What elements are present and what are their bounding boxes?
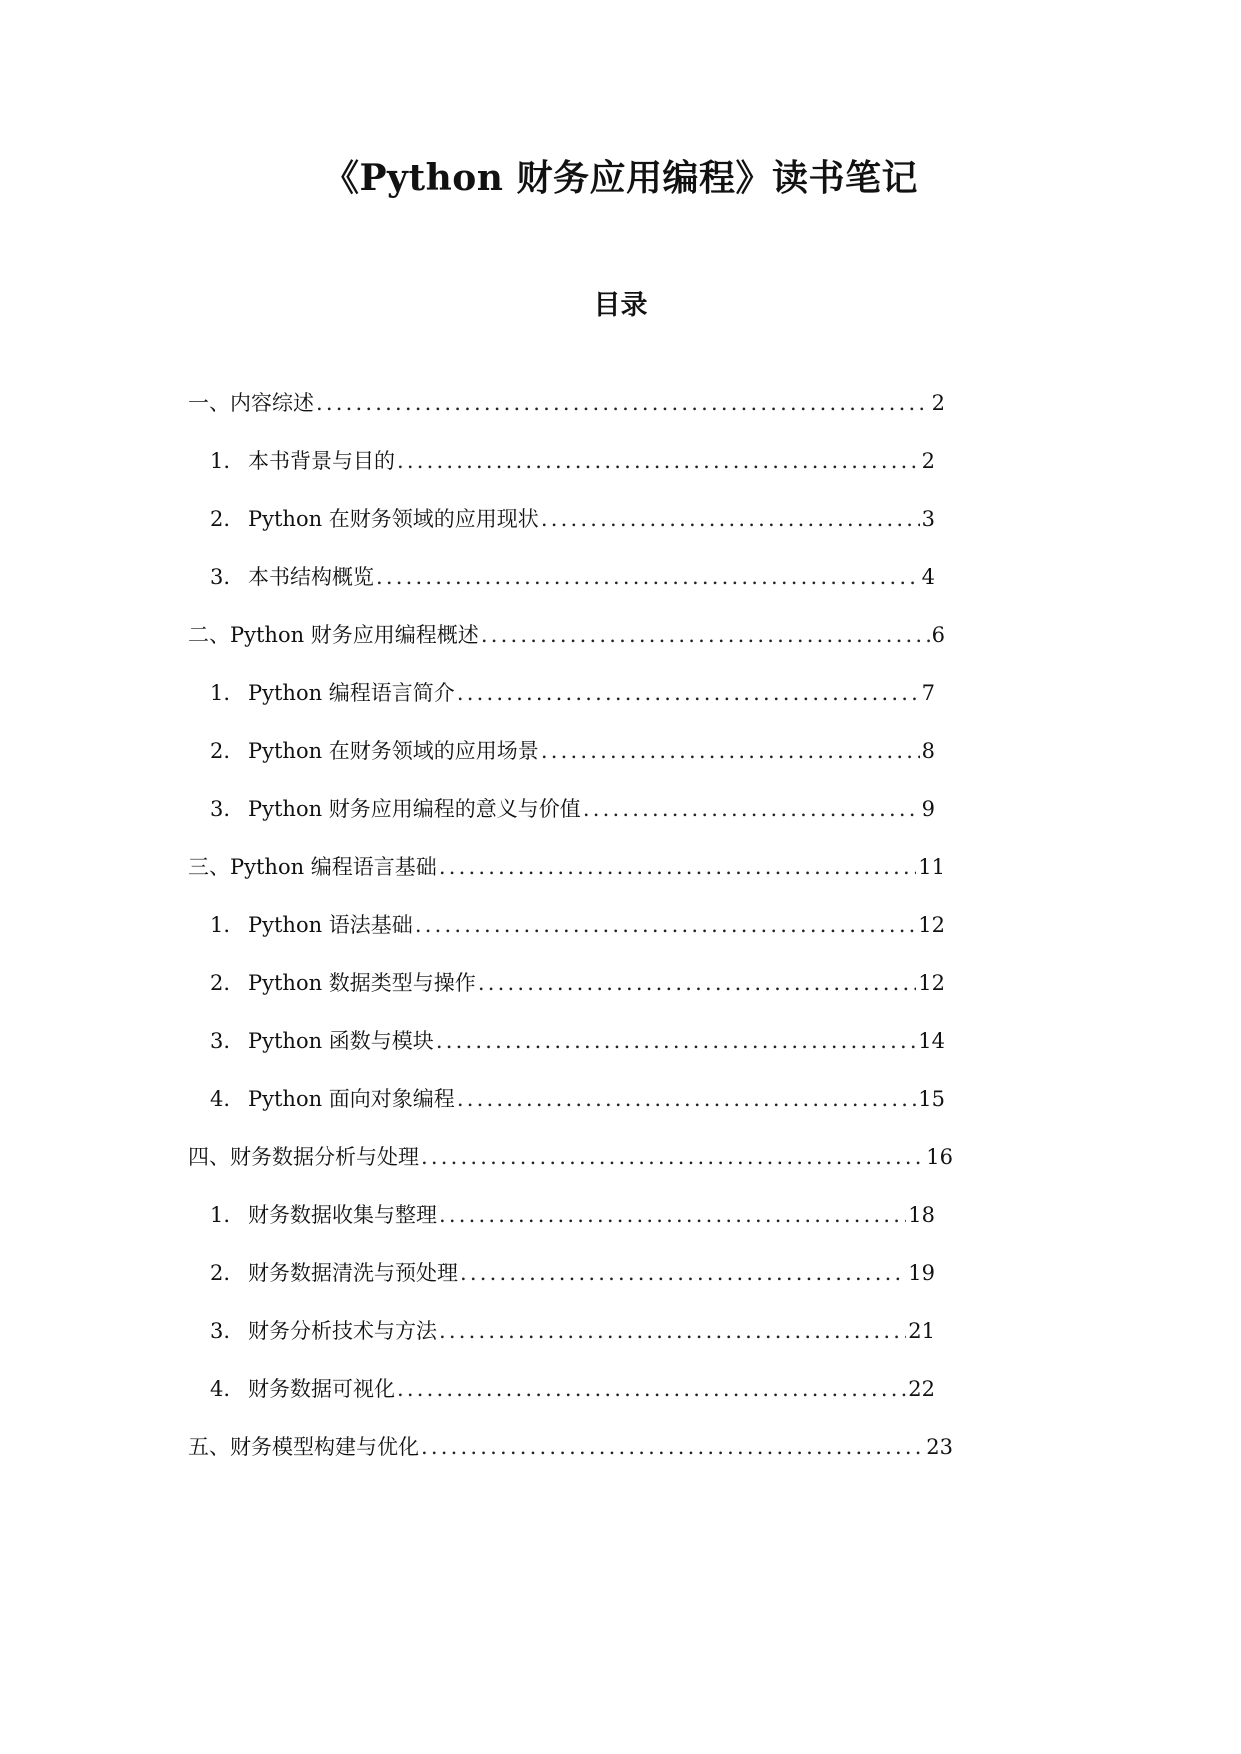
- toc-entry-label: 财务分析技术与方法: [248, 1319, 437, 1343]
- toc-entry-label: 五、财务模型构建与优化: [188, 1435, 419, 1459]
- toc-entry-number: 3.: [210, 1319, 231, 1343]
- toc-page-number: 11: [918, 855, 945, 879]
- toc-entry-label: 四、财务数据分析与处理: [188, 1145, 419, 1169]
- toc-dot-leader: [421, 1430, 924, 1464]
- toc-entry-label: Python 语法基础: [248, 913, 413, 937]
- toc-entry-subsection[interactable]: [210, 1198, 935, 1232]
- toc-entry-section-4[interactable]: [188, 1140, 953, 1174]
- toc-entry-label: 财务数据清洗与预处理: [248, 1261, 458, 1285]
- toc-entry-label: 二、Python 财务应用编程概述: [188, 623, 479, 647]
- toc-page-number: 23: [926, 1435, 953, 1459]
- toc-dot-leader: [397, 444, 920, 478]
- toc-entry-label: Python 数据类型与操作: [248, 971, 476, 995]
- toc-entry-label: Python 在财务领域的应用场景: [248, 739, 539, 763]
- toc-entry-subsection[interactable]: [210, 908, 945, 942]
- toc-entry-number: 2.: [210, 971, 231, 995]
- toc-entry-number: 2.: [210, 507, 231, 531]
- toc-dot-leader: [481, 618, 930, 652]
- document-title: 《Python 财务应用编程》读书笔记: [322, 157, 918, 199]
- toc-page-number: 2: [931, 391, 945, 415]
- toc-page-number: 4: [921, 565, 935, 589]
- toc-page-number: 9: [921, 797, 935, 821]
- toc-page-number: 12: [918, 913, 945, 937]
- toc-entry-subsection[interactable]: [210, 1024, 945, 1058]
- toc-dot-leader: [457, 1082, 916, 1116]
- toc-entry-section-3[interactable]: [188, 850, 945, 884]
- toc-page-number: 19: [908, 1261, 935, 1285]
- toc-entry-section-2[interactable]: [188, 618, 945, 652]
- toc-entry-subsection[interactable]: [210, 966, 945, 1000]
- toc-entry-number: 1.: [210, 681, 231, 705]
- toc-dot-leader: [541, 734, 920, 768]
- toc-entry-number: 2.: [210, 739, 231, 763]
- toc-entry-number: 3.: [210, 797, 231, 821]
- toc-dot-leader: [397, 1372, 906, 1406]
- toc-entry-subsection[interactable]: [210, 1082, 945, 1116]
- toc-entry-label: 一、内容综述: [188, 391, 314, 415]
- toc-page-number: 18: [908, 1203, 935, 1227]
- toc-page-number: 15: [918, 1087, 945, 1111]
- toc-dot-leader: [439, 1314, 906, 1348]
- toc-dot-leader: [583, 792, 920, 826]
- toc-page-number: 14: [918, 1029, 945, 1053]
- toc-page-number: 2: [921, 449, 935, 473]
- toc-entry-section-1[interactable]: [188, 386, 945, 420]
- toc-entry-number: 3.: [210, 1029, 231, 1053]
- toc-entry-number: 4.: [210, 1377, 231, 1401]
- toc-entry-label: 本书背景与目的: [248, 449, 395, 473]
- toc-entry-number: 2.: [210, 1261, 231, 1285]
- toc-dot-leader: [421, 1140, 924, 1174]
- toc-dot-leader: [460, 1256, 906, 1290]
- toc-entry-label: 三、Python 编程语言基础: [188, 855, 437, 879]
- toc-entry-subsection[interactable]: [210, 560, 935, 594]
- toc-entry-subsection[interactable]: [210, 734, 935, 768]
- toc-entry-section-5[interactable]: [188, 1430, 953, 1464]
- toc-dot-leader: [436, 1024, 916, 1058]
- toc-page-number: 3: [921, 507, 935, 531]
- toc-entry-label: 本书结构概览: [248, 565, 374, 589]
- toc-page-number: 8: [921, 739, 935, 763]
- toc-page-number: 22: [908, 1377, 935, 1401]
- toc-entry-subsection[interactable]: [210, 1256, 935, 1290]
- toc-dot-leader: [439, 850, 916, 884]
- toc-entry-subsection[interactable]: [210, 1314, 935, 1348]
- toc-page-number: 16: [926, 1145, 953, 1169]
- toc-heading: 目录: [593, 290, 648, 321]
- toc-entry-subsection[interactable]: [210, 792, 935, 826]
- toc-page-number: 12: [918, 971, 945, 995]
- toc-page-number: 6: [931, 623, 945, 647]
- toc-entry-number: 1.: [210, 449, 231, 473]
- toc-entry-subsection[interactable]: [210, 502, 935, 536]
- toc-dot-leader: [415, 908, 916, 942]
- toc-entry-subsection[interactable]: [210, 676, 935, 710]
- toc-page-number: 7: [921, 681, 935, 705]
- toc-entry-label: Python 财务应用编程的意义与价值: [248, 797, 581, 821]
- toc-dot-leader: [457, 676, 920, 710]
- toc-entry-label: 财务数据可视化: [248, 1377, 395, 1401]
- toc-entry-subsection[interactable]: [210, 1372, 935, 1406]
- toc-dot-leader: [316, 386, 930, 420]
- toc-entry-label: 财务数据收集与整理: [248, 1203, 437, 1227]
- toc-entry-label: Python 面向对象编程: [248, 1087, 455, 1111]
- toc-entry-number: 4.: [210, 1087, 231, 1111]
- toc-entry-number: 1.: [210, 913, 231, 937]
- toc-dot-leader: [376, 560, 920, 594]
- toc-dot-leader: [541, 502, 920, 536]
- toc-page-number: 21: [908, 1319, 935, 1343]
- toc-entry-label: Python 编程语言简介: [248, 681, 455, 705]
- toc-dot-leader: [439, 1198, 906, 1232]
- toc-entry-number: 1.: [210, 1203, 231, 1227]
- toc-entry-label: Python 在财务领域的应用现状: [248, 507, 539, 531]
- toc-dot-leader: [478, 966, 916, 1000]
- toc-entry-number: 3.: [210, 565, 231, 589]
- toc-entry-subsection[interactable]: [210, 444, 935, 478]
- toc-entry-label: Python 函数与模块: [248, 1029, 434, 1053]
